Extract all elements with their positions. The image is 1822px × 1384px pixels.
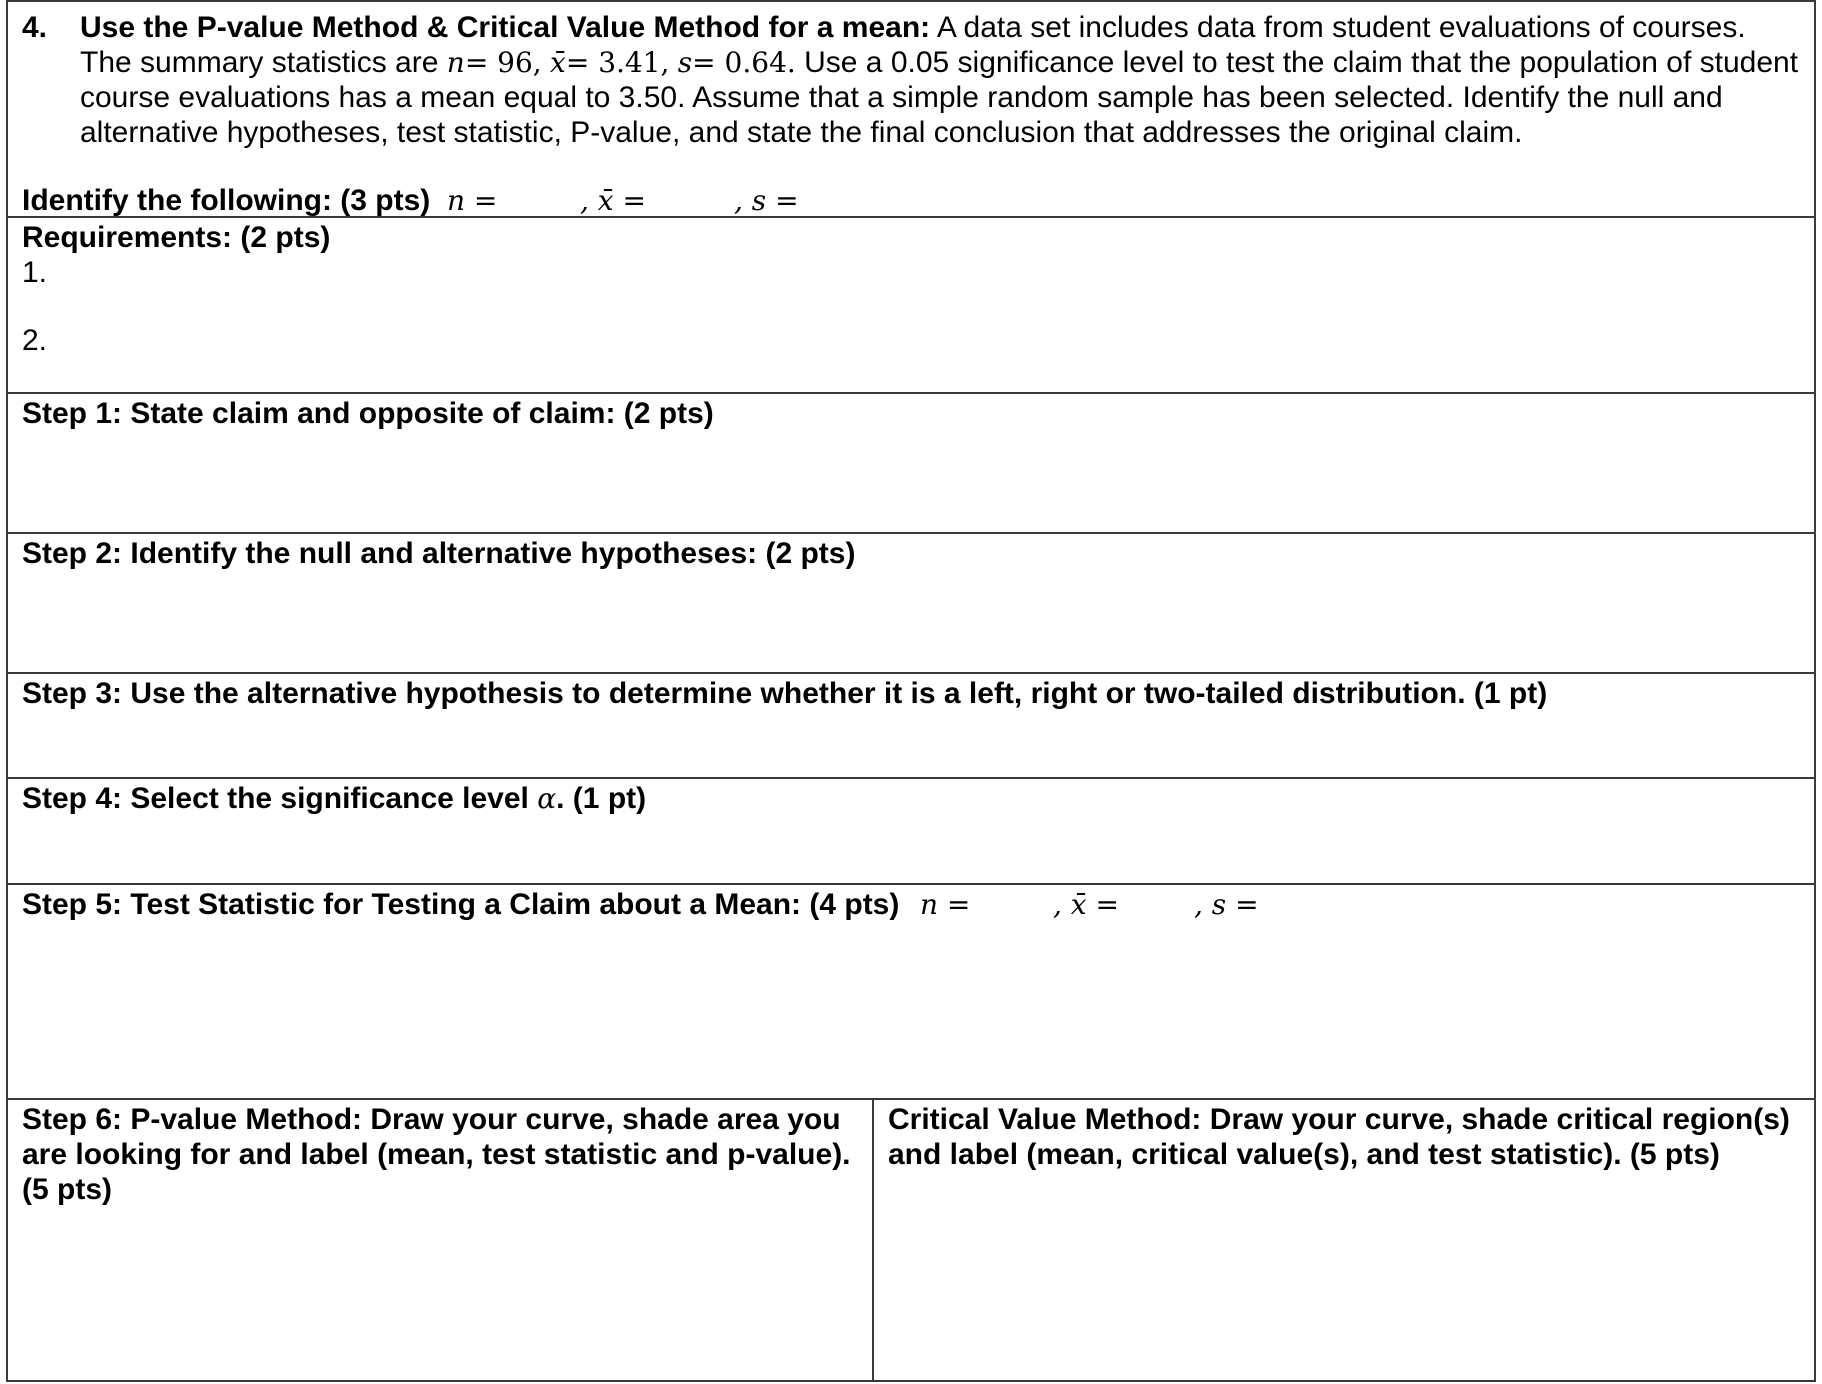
question-line4: alternative hypotheses, test statistic, P-value, and state the final conclusion that addresses the original claim. bbox=[80, 116, 1523, 149]
step2-row bbox=[8, 532, 1814, 672]
step4-row bbox=[8, 777, 1814, 883]
identify-label: Identify the following: (3 pts) bbox=[22, 184, 431, 217]
requirement-item-2: 2. bbox=[22, 324, 48, 357]
worksheet-table bbox=[6, 0, 1816, 1382]
question-line2: Use a 0.05 significance level to test the claim that the population of student bbox=[804, 46, 1799, 79]
step4-label bbox=[22, 781, 646, 816]
step4-points: . (1 pt) bbox=[556, 782, 647, 815]
identify-n: n = bbox=[447, 184, 498, 217]
cv-line1: Critical Value Method: Draw your curve, shade critical region(s) bbox=[888, 1103, 1790, 1136]
step4-text: Step 4: Select the significance level bbox=[22, 782, 529, 815]
step6-line2: are looking for and label (mean, test statistic and p-value). bbox=[22, 1138, 851, 1171]
requirements-label: Requirements: (2 pts) bbox=[22, 221, 331, 254]
question-title: Use the P-value Method & Critical Value Method for a mean: bbox=[80, 11, 931, 44]
step6-line1: Step 6: P-value Method: Draw your curve, shade area you bbox=[22, 1103, 841, 1136]
alpha-symbol: α bbox=[537, 782, 557, 815]
step3-row bbox=[8, 672, 1814, 777]
step5-n: n = bbox=[920, 888, 971, 921]
step6-line3: (5 pts) bbox=[22, 1173, 112, 1206]
step5-row bbox=[8, 883, 1814, 1098]
summary-s-var: s bbox=[677, 46, 693, 79]
step1-row bbox=[8, 392, 1814, 532]
identify-xbar: , x̄ = bbox=[580, 184, 646, 217]
summary-xbar-value: = 3.41, bbox=[565, 46, 670, 79]
summary-intro: The summary statistics are bbox=[80, 46, 439, 79]
step5-xbar: , x̄ = bbox=[1053, 888, 1119, 921]
cv-line2: and label (mean, critical value(s), and test statistic). (5 pts) bbox=[888, 1138, 1720, 1171]
pvalue-method-cell bbox=[8, 1100, 874, 1380]
step5-label-line bbox=[22, 887, 1792, 922]
critical-value-method-cell bbox=[874, 1100, 1814, 1380]
step6-row bbox=[8, 1098, 1814, 1380]
question-number: 4. bbox=[22, 11, 48, 44]
summary-n-value: = 96, bbox=[464, 46, 542, 79]
step1-label: Step 1: State claim and opposite of claim: (2 pts) bbox=[22, 397, 714, 430]
step3-label: Step 3: Use the alternative hypothesis to determine whether it is a left, right or two-tailed distribution. (1 pt) bbox=[22, 677, 1548, 710]
question-line3: course evaluations has a mean equal to 3.50. Assume that a simple random sample has been selected. Identify the null and bbox=[80, 81, 1723, 114]
requirements-row bbox=[8, 216, 1814, 392]
question-block bbox=[22, 10, 1802, 150]
step2-label: Step 2: Identify the null and alternative hypotheses: (2 pts) bbox=[22, 537, 856, 570]
summary-n-var: n bbox=[446, 46, 465, 79]
step5-label: Step 5: Test Statistic for Testing a Claim about a Mean: (4 pts) bbox=[22, 888, 900, 921]
summary-xbar-var: x̄ bbox=[550, 46, 566, 79]
requirement-item-1: 1. bbox=[22, 256, 48, 289]
identify-row bbox=[22, 183, 1802, 218]
identify-s: , s = bbox=[734, 184, 799, 217]
step5-s: , s = bbox=[1194, 888, 1259, 921]
question-line1: A data set includes data from student evaluations of courses. bbox=[936, 11, 1746, 44]
summary-s-value: = 0.64. bbox=[692, 46, 796, 79]
